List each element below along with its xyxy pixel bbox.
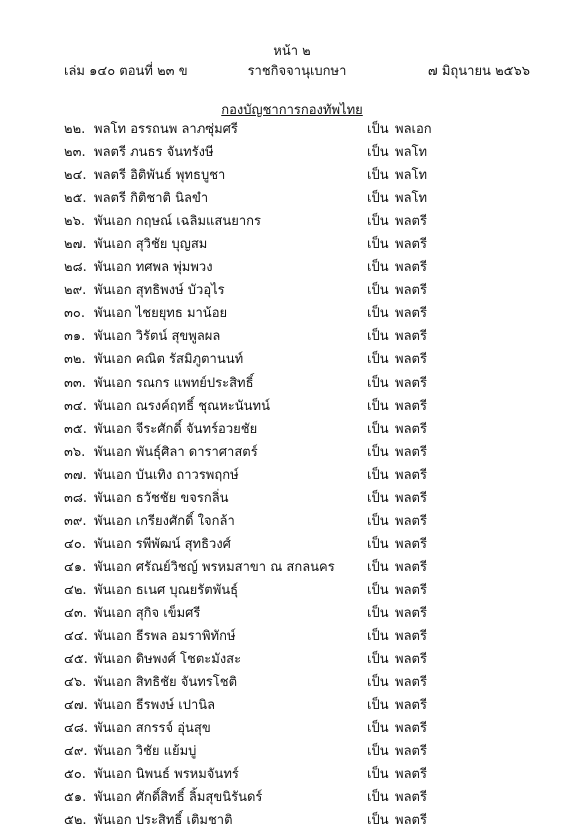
list-item	[64, 348, 444, 371]
list-item	[64, 602, 444, 625]
new-rank: พลโท	[395, 145, 428, 161]
list-item	[64, 694, 444, 717]
verb-label: เป็น	[367, 375, 389, 391]
list-item	[64, 763, 444, 786]
person-name: พันเอก ธีรพล อมราพิทักษ์	[94, 629, 236, 645]
person-name: พันเอก สิทธิชัย จันทรโชติ	[94, 675, 238, 691]
list-item	[64, 809, 444, 832]
person-name: พลตรี ภนธร จันทรังษี	[94, 145, 214, 161]
item-number: ๒๒.	[64, 122, 86, 137]
person-name: พลตรี อิติพันธ์ พุทธบูชา	[94, 168, 226, 184]
verb-label: เป็น	[367, 122, 389, 137]
new-rank: พลตรี	[395, 721, 427, 737]
person-name: พันเอก ณรงค์ฤทธิ์ ชุณหะนันทน์	[94, 398, 270, 414]
new-rank: พลตรี	[395, 513, 427, 529]
new-rank: พลตรี	[395, 352, 427, 368]
person-name: พันเอก ดิษพงศ์ โชตะมังสะ	[94, 652, 242, 668]
list-item	[64, 671, 444, 694]
new-rank: พลตรี	[395, 582, 427, 598]
person-name: พลโท อรรถนพ ลาภซุ่มศรี	[94, 122, 238, 137]
verb-label: เป็น	[367, 513, 389, 529]
person-name: พันเอก ทศพล พุ่มพวง	[94, 260, 213, 276]
list-item	[64, 533, 444, 556]
new-rank: พลตรี	[395, 306, 427, 322]
list-item	[64, 740, 444, 763]
item-number: ๒๕.	[64, 191, 87, 207]
section-title: กองบัญชาการกองทัพไทย	[221, 103, 363, 118]
person-name: พันเอก นิพนธ์ พรหมจันทร์	[94, 767, 239, 783]
verb-label: เป็น	[367, 790, 389, 806]
person-name: พันเอก สุกิจ เข็มศรี	[94, 605, 201, 621]
verb-label: เป็น	[367, 467, 389, 483]
verb-label: เป็น	[367, 260, 389, 276]
item-number: ๓๒.	[64, 352, 86, 368]
list-item	[64, 648, 444, 671]
item-number: ๒๙.	[64, 283, 87, 299]
item-number: ๓๓.	[64, 375, 86, 391]
item-number: ๔๘.	[64, 721, 89, 737]
item-number: ๓๙.	[64, 513, 87, 529]
list-item	[64, 302, 444, 325]
list-item	[64, 625, 444, 648]
new-rank: พลตรี	[395, 605, 427, 621]
item-number: ๕๒.	[64, 813, 87, 829]
person-name: พันเอก รณกร แพทย์ประสิทธิ์	[94, 375, 254, 391]
new-rank: พลตรี	[395, 283, 427, 299]
item-number: ๒๔.	[64, 168, 87, 184]
verb-label: เป็น	[367, 145, 389, 161]
item-number: ๔๑.	[64, 559, 87, 575]
list-item	[64, 579, 444, 602]
item-number: ๔๒.	[64, 582, 87, 598]
list-item	[64, 141, 444, 164]
verb-label: เป็น	[367, 306, 389, 322]
verb-label: เป็น	[367, 444, 389, 460]
person-name: พลตรี กิติชาติ นิลขำ	[94, 191, 209, 207]
new-rank: พลตรี	[395, 536, 427, 552]
list-item	[64, 187, 444, 210]
verb-label: เป็น	[367, 352, 389, 368]
verb-label: เป็น	[367, 214, 389, 230]
verb-label: เป็น	[367, 237, 389, 253]
verb-label: เป็น	[367, 605, 389, 621]
new-rank: พลตรี	[395, 329, 427, 345]
verb-label: เป็น	[367, 536, 389, 552]
item-number: ๔๔.	[64, 629, 88, 645]
volume-issue: เล่ม ๑๔๐ ตอนที่ ๒๓ ข	[64, 64, 188, 79]
person-name: พันเอก คณิต รัสมิภูตานนท์	[94, 352, 244, 368]
person-name: พันเอก รพีพัฒน์ สุทธิวงศ์	[94, 536, 231, 552]
new-rank: พลตรี	[395, 629, 427, 645]
item-number: ๓๔.	[64, 398, 87, 414]
person-name: พันเอก ศักดิ์สิทธิ์ ลิ้มสุขนิรันดร์	[94, 790, 263, 806]
list-item	[64, 210, 444, 233]
list-item	[64, 556, 444, 579]
list-item	[64, 717, 444, 740]
person-name: พันเอก ธเนศ บุณยรัตพันธุ์	[94, 582, 239, 598]
list-item	[64, 256, 444, 279]
new-rank: พลตรี	[395, 767, 427, 783]
verb-label: เป็น	[367, 721, 389, 737]
item-number: ๔๙.	[64, 744, 88, 760]
item-number: ๔๐.	[64, 536, 86, 552]
page-number: หน้า ๒	[273, 44, 311, 59]
new-rank: พลตรี	[395, 790, 427, 806]
verb-label: เป็น	[367, 698, 389, 714]
new-rank: พลตรี	[395, 421, 427, 437]
verb-label: เป็น	[367, 168, 389, 184]
appointment-list	[64, 118, 444, 832]
item-number: ๓๗.	[64, 467, 87, 483]
new-rank: พลตรี	[395, 444, 427, 460]
person-name: พันเอก ธวัชชัย ขจรกลิ่น	[94, 490, 229, 506]
item-number: ๒๓.	[64, 145, 86, 161]
new-rank: พลตรี	[395, 675, 427, 691]
publication-name: ราชกิจจานุเบกษา	[247, 64, 347, 79]
person-name: พันเอก วิชัย แย้มบู่	[94, 744, 197, 760]
verb-label: เป็น	[367, 329, 389, 345]
item-number: ๕๐.	[64, 767, 86, 783]
item-number: ๓๘.	[64, 490, 88, 506]
item-number: ๕๑.	[64, 790, 87, 806]
verb-label: เป็น	[367, 559, 389, 575]
list-item	[64, 786, 444, 809]
list-item	[64, 233, 444, 256]
verb-label: เป็น	[367, 744, 389, 760]
verb-label: เป็น	[367, 283, 389, 299]
person-name: พันเอก พันธุ์ศิลา ดาราศาสตร์	[94, 444, 258, 460]
item-number: ๔๗.	[64, 698, 88, 714]
item-number: ๓๐.	[64, 306, 85, 322]
verb-label: เป็น	[367, 398, 389, 414]
list-item	[64, 487, 444, 510]
item-number: ๔๖.	[64, 675, 87, 691]
person-name: พันเอก ธีรพงษ์ เปานิล	[94, 698, 216, 714]
person-name: พันเอก ประสิทธิ์ เติมชาติ	[94, 813, 233, 829]
new-rank: พลตรี	[395, 467, 427, 483]
new-rank: พลโท	[395, 168, 428, 184]
new-rank: พลโท	[395, 191, 428, 207]
person-name: พันเอก วิรัตน์ สุขพูลผล	[94, 329, 221, 345]
list-item	[64, 118, 444, 141]
person-name: พันเอก กฤษณ์ เฉลิมแสนยากร	[94, 214, 262, 230]
verb-label: เป็น	[367, 767, 389, 783]
list-item	[64, 164, 444, 187]
person-name: พันเอก ไชยยุทธ มาน้อย	[94, 306, 228, 322]
person-name: พันเอก สุวิชัย บุญสม	[94, 237, 208, 253]
list-item	[64, 325, 444, 348]
new-rank: พลตรี	[395, 214, 427, 230]
verb-label: เป็น	[367, 582, 389, 598]
verb-label: เป็น	[367, 421, 389, 437]
list-item	[64, 464, 444, 487]
new-rank: พลตรี	[395, 744, 427, 760]
new-rank: พลตรี	[395, 375, 427, 391]
new-rank: พลตรี	[395, 652, 427, 668]
list-item	[64, 418, 444, 441]
person-name: พันเอก สุทธิพงษ์ บัวอุไร	[94, 283, 225, 299]
new-rank: พลตรี	[395, 260, 427, 276]
verb-label: เป็น	[367, 652, 389, 668]
item-number: ๒๗.	[64, 237, 87, 253]
new-rank: พลเอก	[395, 122, 432, 137]
new-rank: พลตรี	[395, 490, 427, 506]
verb-label: เป็น	[367, 629, 389, 645]
person-name: พันเอก ศรัณย์วิชญ์ พรหมสาขา ณ สกลนคร	[94, 559, 335, 575]
list-item	[64, 372, 444, 395]
item-number: ๒๘.	[64, 260, 87, 276]
list-item	[64, 395, 444, 418]
new-rank: พลตรี	[395, 398, 427, 414]
person-name: พันเอก เกรียงศักดิ์ ใจกล้า	[94, 513, 235, 529]
item-number: ๒๖.	[64, 214, 85, 230]
item-number: ๓๖.	[64, 444, 86, 460]
list-item	[64, 441, 444, 464]
verb-label: เป็น	[367, 490, 389, 506]
new-rank: พลตรี	[395, 698, 427, 714]
new-rank: พลตรี	[395, 813, 427, 829]
new-rank: พลตรี	[395, 559, 427, 575]
verb-label: เป็น	[367, 813, 389, 829]
publication-date: ๗ มิถุนายน ๒๕๖๖	[427, 64, 530, 79]
person-name: พันเอก จีระศักดิ์ จันทร์อวยชัย	[94, 421, 258, 437]
person-name: พันเอก บันเทิง ถาวรพฤกษ์	[94, 467, 239, 483]
item-number: ๓๕.	[64, 421, 87, 437]
list-item	[64, 279, 444, 302]
list-item	[64, 510, 444, 533]
verb-label: เป็น	[367, 191, 389, 207]
gazette-header	[64, 60, 530, 78]
item-number: ๔๓.	[64, 605, 87, 621]
item-number: ๔๕.	[64, 652, 88, 668]
verb-label: เป็น	[367, 675, 389, 691]
item-number: ๓๑.	[64, 329, 86, 345]
new-rank: พลตรี	[395, 237, 427, 253]
person-name: พันเอก สกรรจ์ อุ่นสุข	[94, 721, 211, 737]
